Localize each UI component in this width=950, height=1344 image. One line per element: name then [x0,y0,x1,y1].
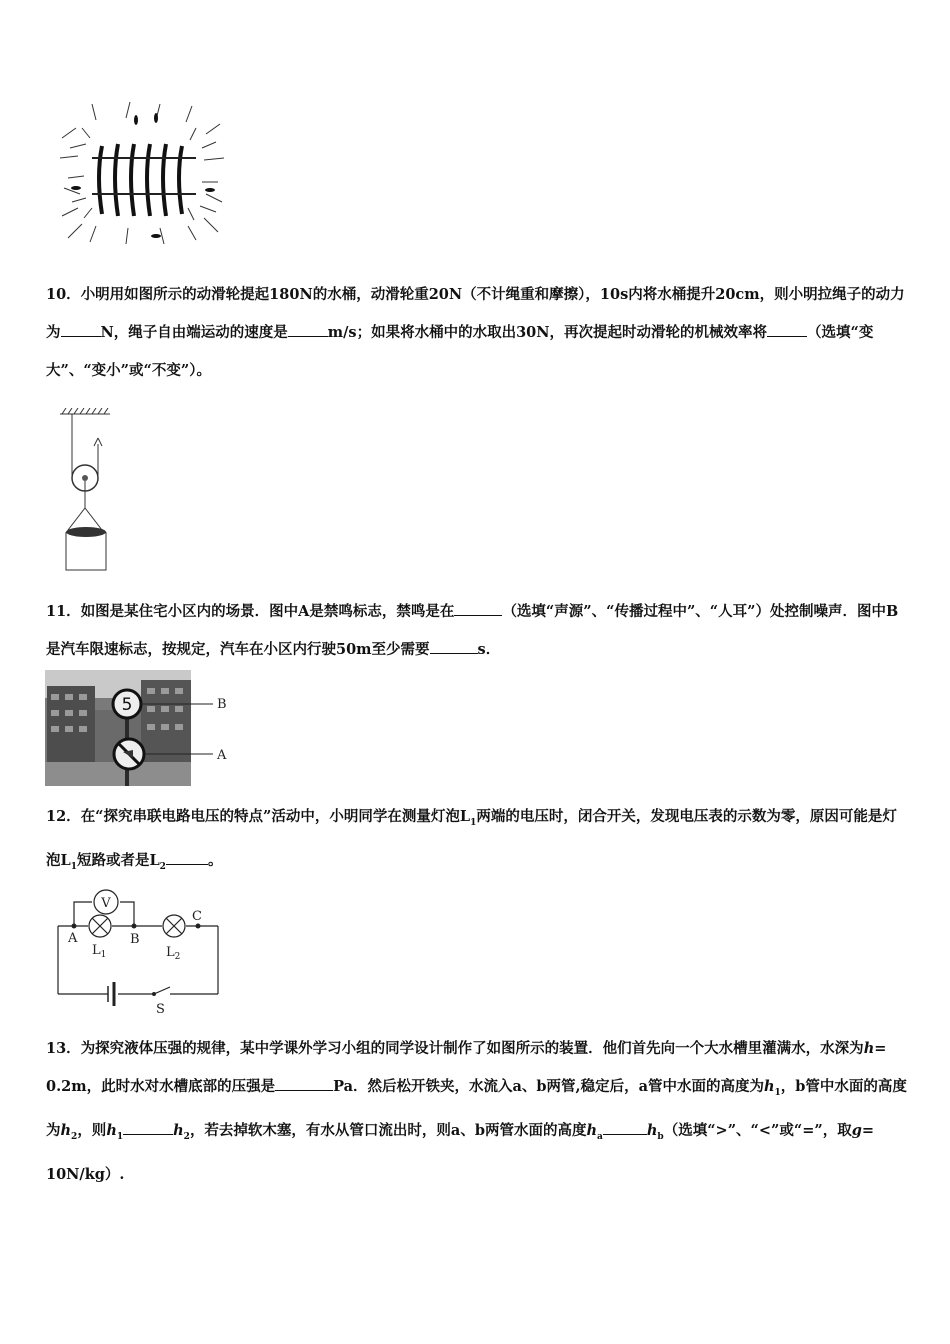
question-text: （选填“>”、“<”或“=”，取 [663,1121,852,1139]
question-text: 短路或者是L [76,851,160,869]
node-b-label: B [130,932,140,947]
question-text: 为探究液体压强的规律，某中学课外学习小组的同学设计制作了如图所示的装置．他们首先向一个大水槽里灌满水，水深为 [80,1040,864,1057]
subscript: 1 [774,1087,781,1098]
var-hb: h [646,1121,658,1139]
var-h1: h [763,1078,775,1095]
answer-blank[interactable] [454,601,502,616]
question-10 [46,276,908,390]
speed-limit-value: 5 [121,695,133,715]
answer-blank[interactable] [275,1076,333,1091]
subscript: 2 [183,1131,190,1142]
subscript: 1 [70,861,77,872]
var-h2: h [173,1121,184,1139]
var-h2: h [60,1121,72,1139]
question-text: m/s；如果将水桶中的水取出30N，再次提起时动滑轮的机械效率将 [327,324,767,341]
street-sign-photo [45,670,245,786]
answer-blank[interactable] [61,322,101,337]
pulley-figure [54,408,124,576]
subscript: 1 [116,1131,124,1142]
voltmeter-label: V [101,896,111,911]
question-text: ，b管中水面的高度为 [46,1078,907,1139]
var-ha: h [586,1121,598,1139]
answer-blank[interactable] [767,322,807,337]
question-text: 两端的电压时，闭合开关，发现电压表的示数为零，原因可能是灯泡L [46,808,897,869]
answer-blank[interactable] [603,1120,647,1135]
node-c-label: C [192,909,202,924]
question-number: 10． [46,286,81,303]
question-text: Pa．然后松开铁夹，水流入a、b两管,稳定后，a管中水面的高度为 [333,1078,764,1095]
label-a: A [217,748,227,763]
question-text: （选填“变大”、“变小”或“不变”）。 [46,324,874,379]
question-text: 在“探究串联电路电压的特点”活动中，小明同学在测量灯泡L [80,808,471,825]
subscript: 1 [470,817,477,828]
question-text: N，绳子自由端运动的速度是 [100,324,288,341]
question-text: ，则 [77,1121,107,1139]
lamp-l2-label: $L_2$ [166,945,181,962]
question-number: 12． [46,808,81,825]
circuit-figure [52,880,232,1020]
question-text: = 10N/kg）. [46,1121,875,1183]
question-13 [46,1030,908,1194]
question-11 [46,593,908,669]
question-text: 小明用如图所示的动滑轮提起180N的水桶，动滑轮重20N（不计绳重和摩擦），10s内将水桶提升20cm，则小明拉绳子的动力为 [46,286,905,341]
answer-blank[interactable] [288,322,328,337]
var-h1: h [106,1121,117,1139]
subscript: b [657,1131,664,1142]
subscript: 2 [159,861,166,872]
var-g: g [851,1121,862,1139]
question-text: = 0.2m，此时水对水槽底部的压强是 [46,1040,887,1095]
var-h: h [863,1040,875,1057]
question-text: ，若去掉软木塞，有水从管口流出时，则a、b两管水面的高度 [189,1121,587,1139]
question-text: 如图是某住宅小区内的场景．图中A是禁鸣标志，禁鸣是在 [80,603,455,620]
question-text: （选填“声源”、“传播过程中”、“人耳”）处控制噪声．图中B是汽车限速标志，按规定，汽车在小区内行驶50m至少需要 [46,603,899,658]
solenoid-figure [56,98,228,246]
subscript: 2 [71,1131,78,1142]
question-number: 11． [46,603,81,620]
node-a-label: A [68,931,78,946]
question-12 [46,798,908,886]
answer-blank[interactable] [430,639,478,654]
question-text: s． [477,641,501,658]
label-b: B [217,697,227,712]
subscript: a [597,1131,603,1142]
switch-label: S [156,1002,165,1017]
question-text: 。 [207,851,223,869]
question-number: 13． [46,1040,81,1057]
answer-blank[interactable] [123,1120,173,1135]
lamp-l1-label: $L_1$ [92,943,107,960]
answer-blank[interactable] [166,850,208,865]
